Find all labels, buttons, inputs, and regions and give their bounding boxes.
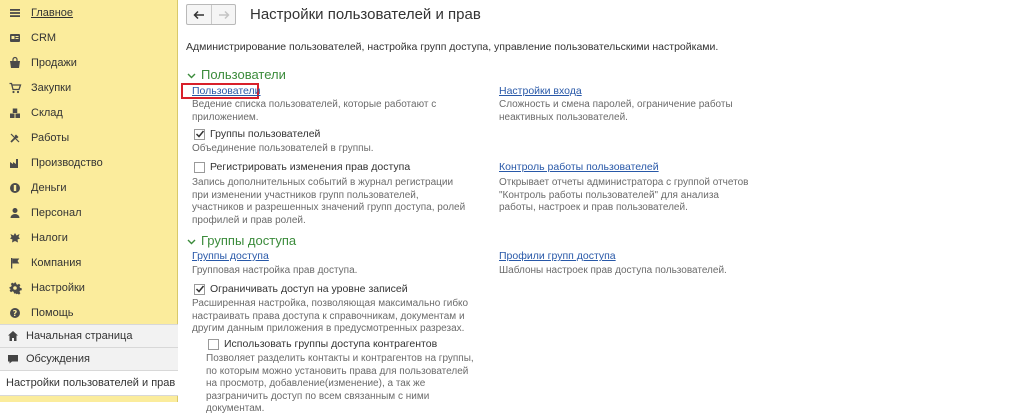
- users-link[interactable]: Пользователи: [192, 85, 261, 97]
- record-level-label: Ограничивать доступ на уровне записей: [210, 283, 408, 295]
- sidebar-item-money[interactable]: [0, 175, 177, 200]
- log-changes-label: Регистрировать изменения прав доступа: [210, 161, 411, 173]
- purchases-icon: [8, 81, 22, 95]
- sidebar-item-label: CRM: [31, 31, 57, 44]
- discussions-button[interactable]: [0, 347, 178, 370]
- access-groups-link[interactable]: Группы доступа: [192, 250, 269, 262]
- sidebar-item-sales[interactable]: [0, 50, 177, 75]
- back-button[interactable]: [187, 5, 211, 24]
- svg-text:?: ?: [12, 308, 18, 318]
- sidebar-item-purchases[interactable]: [0, 75, 177, 100]
- gear-icon: [8, 281, 22, 295]
- main-content: [178, 0, 1024, 414]
- users-note: Ведение списка пользователей, которые работают с приложением.: [192, 99, 437, 123]
- warehouse-icon: [8, 106, 22, 120]
- access-groups-block: [192, 250, 269, 262]
- checkbox-checked[interactable]: [194, 284, 205, 295]
- sidebar-item-staff[interactable]: [0, 200, 177, 225]
- sidebar-item-label: Настройки: [31, 281, 85, 294]
- sidebar-bottom: [0, 324, 178, 396]
- menu-icon: [8, 6, 22, 20]
- checkbox-checked[interactable]: [194, 129, 205, 140]
- log-changes-checkbox[interactable]: [194, 161, 410, 173]
- chevron-down-icon: [186, 69, 197, 80]
- factory-icon: [8, 156, 22, 170]
- user-control-block: [499, 161, 659, 173]
- home-page-label: Начальная страница: [26, 330, 133, 342]
- sales-icon: [8, 56, 22, 70]
- sidebar-item-label: Деньги: [31, 181, 67, 194]
- user-groups-label: Группы пользователей: [210, 128, 321, 140]
- access-section-toggle[interactable]: [186, 233, 296, 248]
- checkbox-unchecked[interactable]: [208, 339, 219, 350]
- profiles-block: [499, 250, 616, 262]
- user-control-link[interactable]: Контроль работы пользователей: [499, 161, 659, 173]
- sidebar-item-label: Работы: [31, 131, 70, 144]
- sidebar-item-main[interactable]: [0, 0, 177, 25]
- sidebar-item-settings[interactable]: [0, 275, 177, 300]
- users-section-title: Пользователи: [201, 67, 286, 82]
- sidebar-item-company[interactable]: [0, 250, 177, 275]
- sidebar-item-label: Закупки: [31, 81, 72, 94]
- open-window-tab[interactable]: Настройки пользователей и прав: [0, 370, 178, 396]
- sidebar-item-crm[interactable]: [0, 25, 177, 50]
- sidebar-item-works[interactable]: [0, 125, 177, 150]
- sidebar-item-warehouse[interactable]: [0, 100, 177, 125]
- sidebar: [0, 0, 178, 402]
- sidebar-item-label: Производство: [31, 156, 103, 169]
- profiles-link[interactable]: Профили групп доступа: [499, 250, 616, 262]
- money-icon: [8, 181, 22, 195]
- title-bar: [186, 4, 481, 25]
- sidebar-item-label: Склад: [31, 106, 63, 119]
- page-title: Настройки пользователей и прав: [250, 6, 481, 23]
- arrow-right-icon: [218, 10, 230, 20]
- sidebar-item-help[interactable]: [0, 300, 177, 325]
- chevron-down-icon: [186, 235, 197, 246]
- discussions-label: Обсуждения: [26, 353, 90, 365]
- login-settings-link[interactable]: Настройки входа: [499, 85, 582, 97]
- record-level-checkbox[interactable]: [194, 283, 408, 295]
- arrow-left-icon: [193, 10, 205, 20]
- tools-icon: [8, 131, 22, 145]
- sidebar-item-label: Главное: [31, 6, 74, 19]
- user-groups-checkbox[interactable]: [194, 128, 320, 140]
- sidebar-item-label: Налоги: [31, 231, 68, 244]
- contractor-groups-checkbox[interactable]: [208, 338, 437, 350]
- login-settings-note: Сложность и смена паролей, ограничение работы неактивных пользователей.: [499, 99, 733, 123]
- sidebar-item-label: Помощь: [31, 306, 74, 319]
- sidebar-item-label: Продажи: [31, 56, 77, 69]
- forward-button[interactable]: [211, 5, 235, 24]
- home-page-button[interactable]: [0, 324, 178, 347]
- access-section-title: Группы доступа: [201, 233, 297, 248]
- sidebar-item-label: Компания: [31, 256, 82, 269]
- record-level-note: Расширенная настройка, позволяющая максимально гибко настраивать права доступа к справочникам, документам и другим данным приложения в предусмотренных разрезах.: [192, 298, 469, 334]
- home-icon: [6, 329, 20, 343]
- sidebar-item-label: Персонал: [31, 206, 82, 219]
- users-link-block: [192, 85, 261, 97]
- page-description: Администрирование пользователей, настройка групп доступа, управление пользовательскими настройками.: [186, 41, 719, 53]
- contractor-groups-label: Использовать группы доступа контрагентов: [224, 338, 438, 350]
- taxes-icon: [8, 231, 22, 245]
- user-groups-note: Объединение пользователей в группы.: [192, 143, 374, 154]
- access-groups-note: Групповая настройка прав доступа.: [192, 265, 358, 276]
- help-icon: [8, 306, 22, 320]
- contractor-groups-note: Позволяет разделить контакты и контрагентов на группы, по которым можно установить права для пользователей на просмотр, добавление(изменение), а так же разграничить доступ по всем связанным с ними документам.: [206, 353, 474, 414]
- crm-icon: [8, 31, 22, 45]
- sidebar-nav: [0, 0, 177, 325]
- login-settings-block: [499, 85, 582, 97]
- chat-icon: [6, 352, 20, 366]
- history-nav: [186, 4, 236, 25]
- sidebar-item-taxes[interactable]: [0, 225, 177, 250]
- flag-icon: [8, 256, 22, 270]
- log-changes-note: Запись дополнительных событий в журнал регистрации при изменении участников групп пользователей, участников и разрешенных значений групп доступа, ролей профилей и прав ролей.: [192, 177, 466, 226]
- sidebar-item-production[interactable]: [0, 150, 177, 175]
- user-control-note: Открывает отчеты администратора с группой отчетов "Контроль работы пользователей" для анализа работы, настроек и прав пользователей.: [499, 177, 749, 213]
- profiles-note: Шаблоны настроек прав доступа пользователей.: [499, 265, 727, 276]
- checkbox-unchecked[interactable]: [194, 162, 205, 173]
- users-section-toggle[interactable]: [186, 67, 286, 82]
- staff-icon: [8, 206, 22, 220]
